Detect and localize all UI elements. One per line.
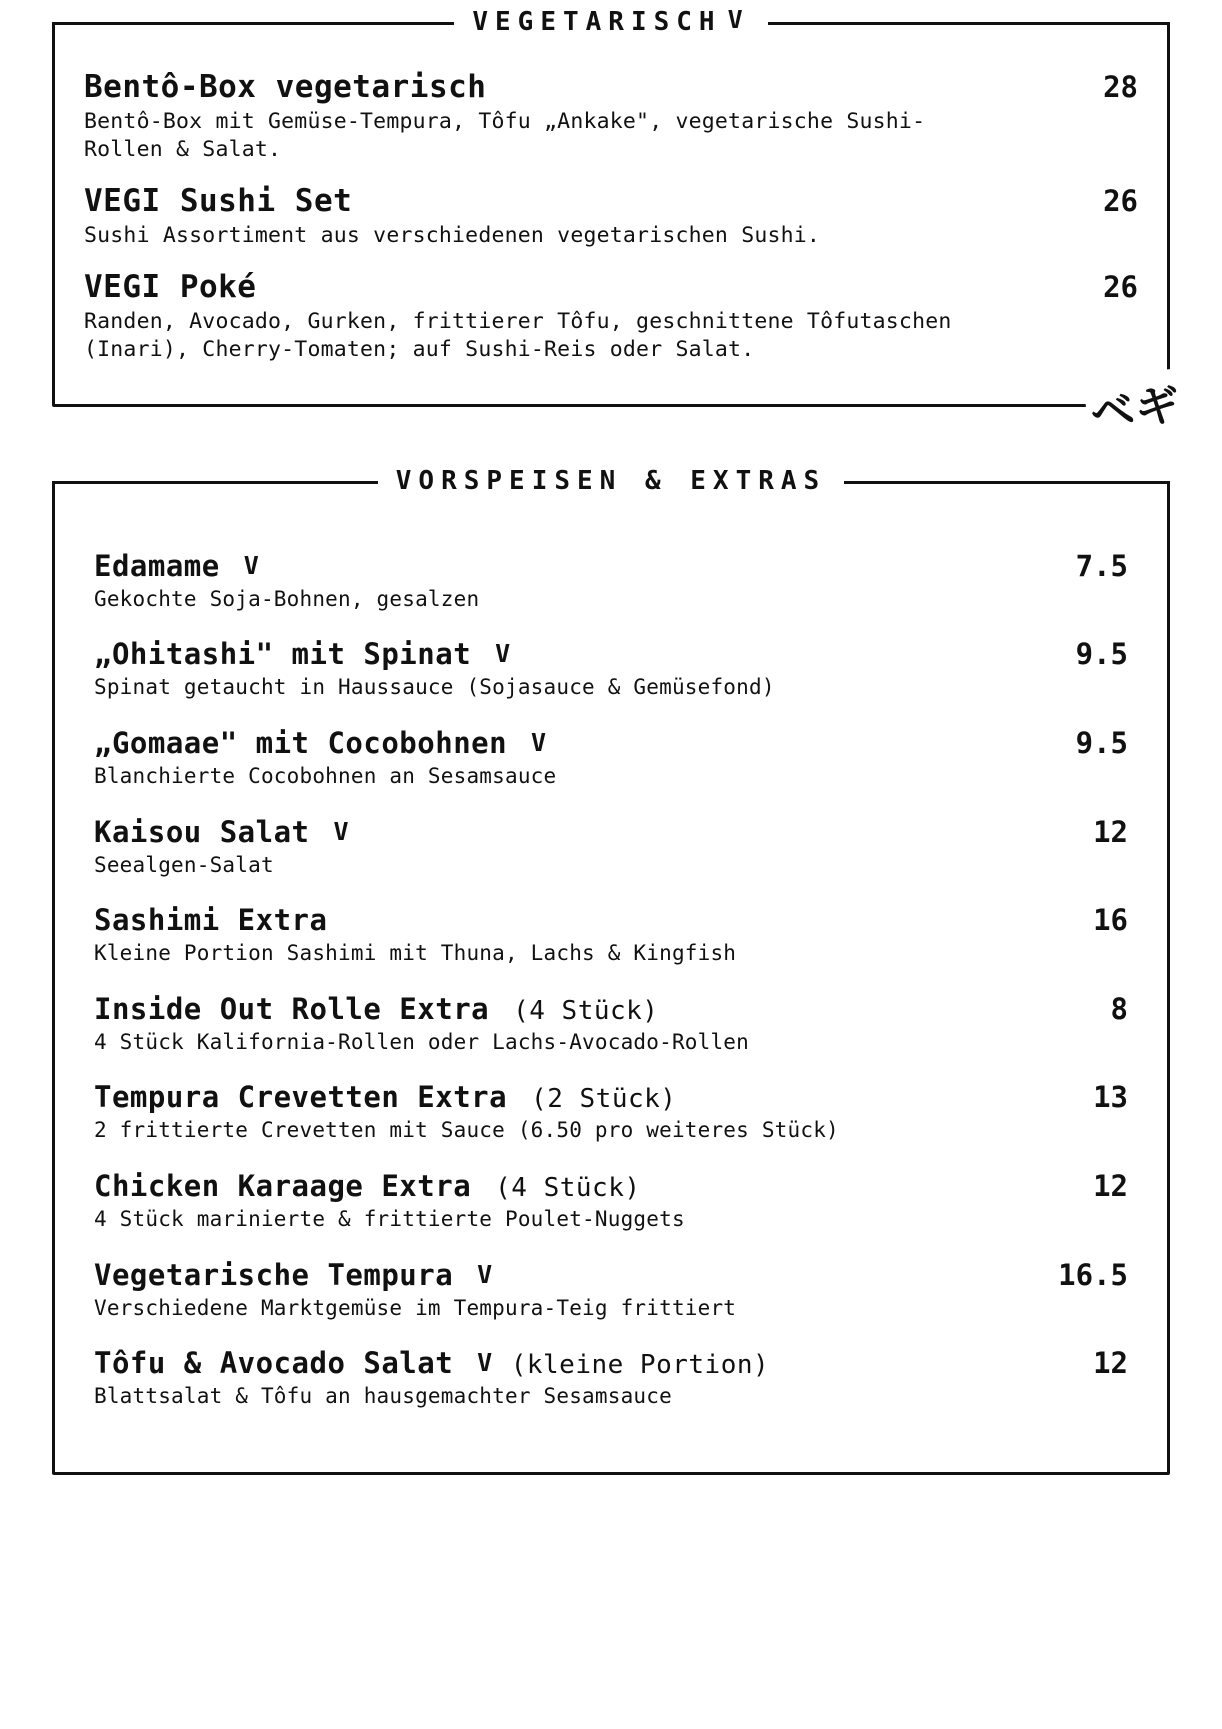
menu-item-qty: (2 Stück) — [531, 1084, 677, 1115]
menu-item-qty: (4 Stück) — [495, 1173, 641, 1204]
menu-item-name — [94, 993, 658, 1027]
menu-item-description: 4 Stück marinierte & frittierte Poulet-Nuggets — [94, 1206, 685, 1231]
section-vorspeisen-extras — [52, 459, 1170, 1475]
menu-item-name — [84, 70, 492, 106]
menu-item — [84, 184, 1138, 250]
menu-item-head — [94, 1169, 1128, 1204]
menu-item — [94, 1080, 1128, 1145]
menu-item-description: Verschiedene Marktgemüse im Tempura-Teig frittiert — [94, 1295, 737, 1320]
menu-item-name — [84, 270, 262, 306]
menu-item-price: 28 — [1103, 70, 1138, 104]
menu-item — [94, 903, 1128, 968]
menu-item-description: Sushi Assortiment aus verschiedenen vegetarischen Sushi. — [84, 223, 821, 249]
menu-item-name — [94, 638, 511, 672]
menu-item-head — [94, 1258, 1128, 1293]
menu-item — [94, 1346, 1128, 1411]
menu-item-head — [94, 903, 1128, 938]
menu-item-name — [94, 1347, 769, 1381]
menu-item-head — [84, 70, 1138, 106]
menu-item-price: 12 — [1093, 814, 1128, 849]
section-body-vegetarisch — [52, 44, 1170, 407]
vegetarian-icon — [256, 272, 262, 301]
section-title-text: VEGETARISCH — [472, 7, 722, 37]
section-body-vorspeisen — [52, 503, 1170, 1475]
menu-item-name — [94, 904, 333, 938]
menu-item-description: 2 frittierte Crevetten mit Sauce (6.50 pro weiteres Stück) — [94, 1118, 839, 1143]
vegetarian-icon: V — [727, 5, 750, 34]
menu-item-price: 9.5 — [1075, 637, 1128, 672]
menu-item-title: Vegetarische Tempura — [94, 1257, 454, 1292]
menu-item-head — [94, 726, 1128, 761]
menu-item-head — [84, 270, 1138, 306]
menu-item-title: Sashimi Extra — [94, 903, 328, 938]
menu-item-description: Blattsalat & Tôfu an hausgemachter Sesamsauce — [94, 1384, 672, 1409]
japanese-kana-label: ベギ — [1083, 368, 1187, 442]
menu-item-head — [84, 184, 1138, 220]
title-rule-left — [52, 22, 352, 25]
title-rule-left — [52, 481, 252, 484]
menu-item — [94, 726, 1128, 791]
menu-item-description: Seealgen-Salat — [94, 852, 274, 877]
menu-item-qty: (kleine Portion) — [510, 1350, 770, 1381]
title-rule-right — [990, 481, 1170, 484]
vegetarian-icon — [352, 186, 358, 215]
menu-item — [94, 549, 1128, 614]
vegetarian-icon — [507, 994, 513, 1023]
menu-item — [94, 1258, 1128, 1323]
menu-item-head — [94, 549, 1128, 584]
menu-item-head — [94, 815, 1128, 850]
menu-item-title: Kaisou Salat — [94, 814, 310, 849]
vegetarian-icon — [327, 905, 333, 934]
menu-item-description: Blanchierte Cocobohnen an Sesamsauce — [94, 763, 557, 788]
menu-item-qty: (4 Stück) — [513, 995, 659, 1026]
menu-item-price: 16.5 — [1058, 1257, 1128, 1292]
menu-item-price: 26 — [1103, 270, 1138, 305]
menu-item-title: Tempura Crevetten Extra — [94, 1080, 508, 1115]
menu-item — [94, 1169, 1128, 1234]
menu-item-title: Chicken Karaage Extra — [94, 1169, 472, 1204]
menu-item-price: 7.5 — [1075, 548, 1128, 583]
menu-item-title: Edamame — [94, 548, 220, 583]
menu-item-title: Bentô-Box vegetarisch — [84, 69, 487, 105]
vegetarian-icon: V — [243, 550, 260, 580]
menu-item-description: Bentô-Box mit Gemüse-Tempura, Tôfu „Ankake", vegetarische Sushi-Rollen & Salat. — [84, 108, 926, 163]
menu-item-description: Randen, Avocado, Gurken, frittierer Tôfu, geschnittene Tôfutaschen (Inari), Cherry-Tomaten; auf Sushi-Reis oder Salat. — [84, 309, 952, 363]
vegetarian-icon: V — [477, 1348, 493, 1378]
menu-item-title: „Ohitashi" mit Spinat — [94, 637, 472, 672]
menu-item-price: 12 — [1093, 1169, 1128, 1204]
vegetarian-icon — [525, 1082, 531, 1111]
vegetarian-icon: V — [333, 816, 350, 846]
menu-item — [94, 637, 1128, 702]
menu-item-description: 4 Stück Kalifornia-Rollen oder Lachs-Avocado-Rollen — [94, 1029, 749, 1054]
menu-item — [94, 815, 1128, 880]
title-rule-right — [890, 22, 1170, 25]
menu-item — [94, 992, 1128, 1057]
menu-item-price: 8 — [1110, 991, 1128, 1026]
menu-item-title: VEGI Poké — [84, 269, 257, 306]
menu-item-name — [94, 1259, 493, 1293]
menu-item-name — [94, 1081, 676, 1115]
menu-item-price: 26 — [1103, 184, 1138, 219]
menu-item-name — [94, 816, 349, 850]
menu-item-description: Kleine Portion Sashimi mit Thuna, Lachs & Kingfish — [94, 941, 737, 966]
section-spacer — [52, 407, 1170, 459]
menu-item-title: Tôfu & Avocado Salat — [94, 1346, 454, 1381]
section-title-vegetarisch — [454, 0, 767, 44]
section-title-vorspeisen — [378, 459, 844, 503]
menu-item — [84, 70, 1138, 164]
vegetarian-icon: V — [495, 639, 511, 669]
menu-item-description: Gekochte Soja-Bohnen, gesalzen — [94, 586, 480, 611]
menu-item-head — [94, 1080, 1128, 1115]
menu-item-title: VEGI Sushi Set — [84, 183, 353, 220]
menu-item-head — [94, 637, 1128, 672]
vegetarian-icon: V — [477, 1259, 493, 1289]
vegetarian-icon: V — [531, 728, 547, 758]
section-vegetarisch — [52, 0, 1183, 440]
menu-item-title: Inside Out Rolle Extra — [94, 991, 490, 1026]
menu-item-price: 13 — [1093, 1080, 1128, 1115]
menu-item-price: 16 — [1093, 903, 1128, 938]
menu-item-name — [94, 550, 259, 584]
menu-item-name — [94, 1170, 641, 1204]
menu-item-name — [84, 184, 358, 220]
menu-item-price: 12 — [1093, 1346, 1128, 1381]
vegetarian-icon — [486, 72, 492, 101]
menu-item-description: Spinat getaucht in Haussauce (Sojasauce & Gemüsefond) — [94, 675, 775, 700]
menu-item — [84, 270, 1138, 364]
menu-item-name — [94, 727, 547, 761]
menu-item-head — [94, 992, 1128, 1027]
vegetarian-icon — [489, 1171, 495, 1200]
section-title-text: VORSPEISEN & EXTRAS — [395, 465, 827, 496]
menu-item-title: „Gomaae" mit Cocobohnen — [94, 726, 508, 761]
menu-item-price: 9.5 — [1075, 726, 1128, 761]
menu-item-head — [94, 1346, 1128, 1381]
